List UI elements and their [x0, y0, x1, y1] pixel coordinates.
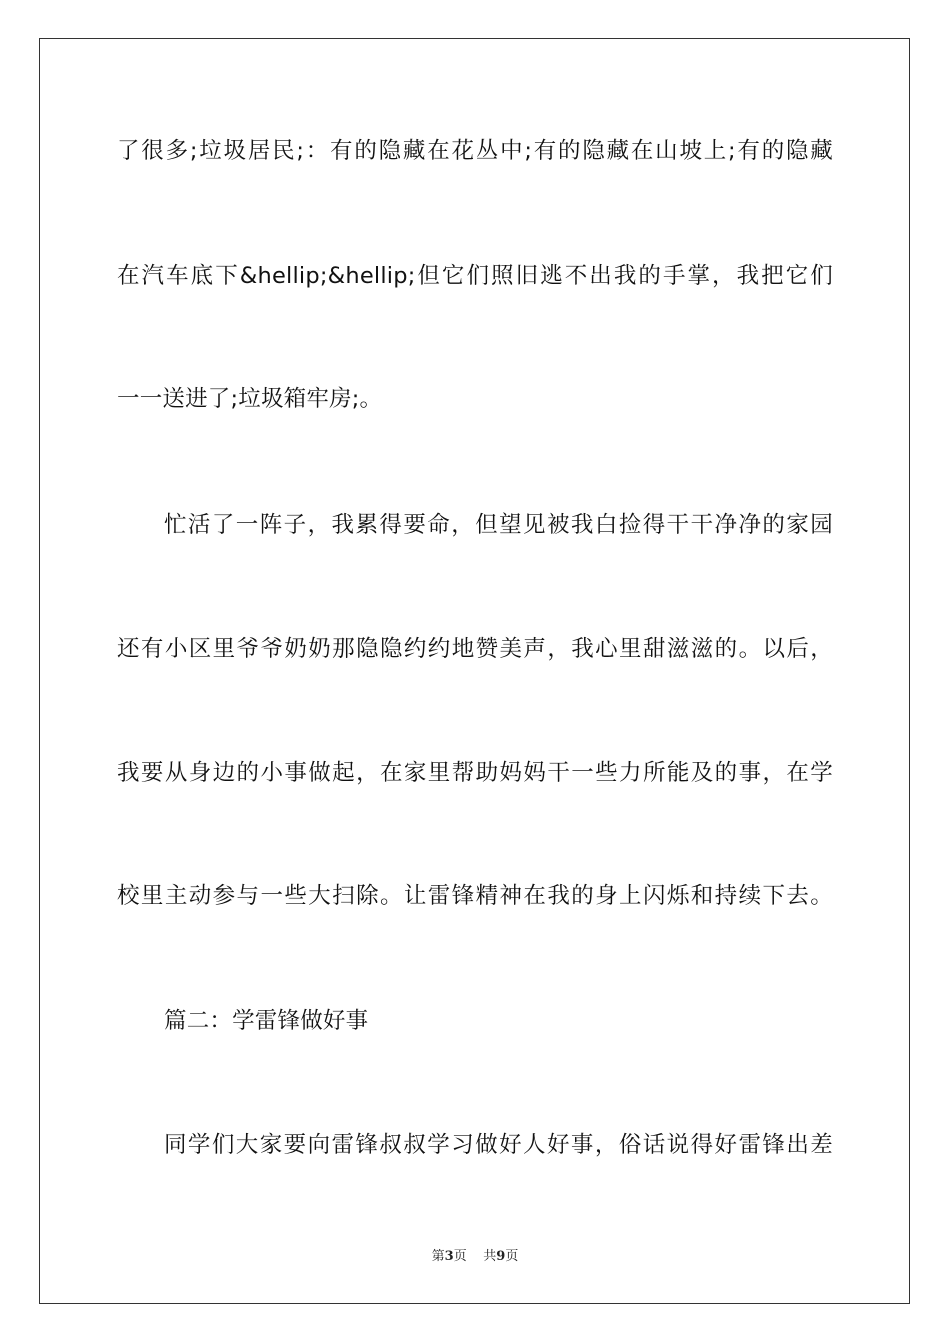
section-heading: 篇二：学雷锋做好事 [164, 1008, 369, 1034]
footer-total-prefix: 共 [483, 1249, 497, 1264]
body-line-9: 同学们大家要向雷锋叔叔学习做好人好事，俗话说得好雷锋出差 [164, 1132, 833, 1158]
body-line-4: 忙活了一阵子，我累得要命，但望见被我白捡得干干净净的家园 [164, 512, 833, 538]
footer-page-prefix: 第 [431, 1249, 445, 1264]
body-line-2: 在汽车底下&hellip;&hellip;但它们照旧逃不出我的手掌，我把它们 [117, 263, 833, 289]
footer-page-suffix: 页 [453, 1249, 467, 1264]
page-footer [0, 1245, 950, 1264]
page-border [39, 38, 910, 1304]
footer-page-current: 3 [444, 1249, 454, 1264]
body-line-1: 了很多;垃圾居民;：有的隐藏在花丛中;有的隐藏在山坡上;有的隐藏 [117, 138, 833, 164]
body-line-6: 我要从身边的小事做起，在家里帮助妈妈干一些力所能及的事，在学 [117, 760, 833, 786]
body-line-7: 校里主动参与一些大扫除。让雷锋精神在我的身上闪烁和持续下去。 [117, 883, 833, 909]
body-line-3: 一一送进了;垃圾箱牢房;。 [117, 386, 383, 412]
body-line-5: 还有小区里爷爷奶奶那隐隐约约地赞美声，我心里甜滋滋的。以后， [117, 636, 833, 662]
footer-total-suffix: 页 [505, 1249, 519, 1264]
footer-page-total: 9 [496, 1249, 506, 1264]
